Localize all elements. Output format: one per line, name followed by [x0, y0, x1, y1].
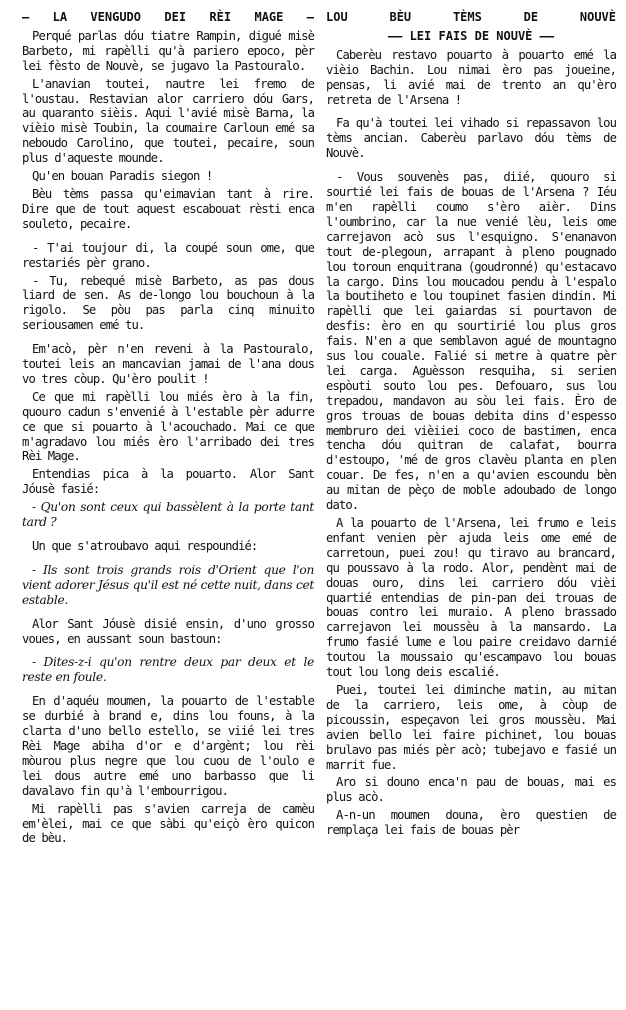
- left-paragraph-7: Em'acò, pèr n'en reveni à la Pastouralo, toutei leis an mancavian jamai de l'ana dous vo tres còup. Qu'èro poulit !: [22, 342, 314, 386]
- left-column: [22, 10, 314, 849]
- left-paragraph-1: Perqué parlas dóu tiatre Rampin, digué misè Barbeto, mi rapèlli qu'à pariero epoco, pèr lei fèsto de Nouvè, se jugavo la Pastouralo.: [22, 28, 314, 73]
- right-column: [326, 10, 616, 841]
- left-paragraph-5: - T'ai toujour di, la coupé soun ome, que restariés pèr grano.: [22, 240, 314, 270]
- right-paragraph-6: Aro si douno enca'n pau de bouas, mai es plus acò.: [326, 775, 616, 805]
- left-paragraph-13: Alor Sant Jóusè disié ensin, d'uno grosso voues, en aussant soun bastoun:: [22, 616, 314, 646]
- left-quote-1: - Qu'on sont ceux qui bassèlent à la porte tant tard ?: [22, 500, 314, 530]
- right-paragraph-5: Puei, toutei lei diminche matin, au mitan de la carriero, leis ome, à còup de picoussin, espeçavon lei gros moussèu. Mai avien bello lei faire pichinet, lou bouas brulavo pas miés pèr acò; tubejavo e fasié un marrit fue.: [326, 682, 616, 772]
- right-subtitle: —— LEI FAIS DE NOUVÈ ——: [387, 28, 555, 43]
- right-title: LOU BÈU TÈMS DE NOUVÈ: [326, 10, 616, 24]
- left-paragraph-3: Qu'en bouan Paradis siegon !: [32, 169, 213, 184]
- right-paragraph-1: Caberèu restavo pouarto à pouarto emé la vièio Bachin. Lou nimai èro pas joueine, pensas, li avié mai de trento an qu'èro retreta de l'Arsena !: [326, 47, 616, 107]
- left-paragraph-16: Mi rapèlli pas s'avien carreja de camèu em'èlei, mai ce que sàbi qu'eiçò èro quicon de bèu.: [22, 801, 314, 846]
- left-paragraph-4: Bèu tèms passa qu'eimavian tant à rire. Dire que de tout aquest escabouat rèsti enca souleto, pecaire.: [22, 186, 314, 231]
- right-paragraph-7: A-n-un moumen douna, èro questien de remplaça lei fais de bouas pèr: [326, 808, 616, 838]
- left-paragraph-9: Entendias pica à la pouarto. Alor Sant Jóusè fasié:: [22, 467, 314, 497]
- left-paragraph-11: Un que s'atroubavo aqui respoundié:: [32, 539, 258, 553]
- left-title: — LA VENGUDO DEI RÈI MAGE —: [22, 10, 314, 24]
- left-paragraph-8: Ce que mi rapèlli lou miés èro à la fin, quouro cadun s'envenié à l'estable pèr adurre ce que si pouarto à l'acouchado. Mai ce que m'agradavo lou miés èro l'arribado dei tres Rèi Mage.: [22, 389, 314, 464]
- left-paragraph-2: L'anavian toutei, nautre lei fremo de l'oustau. Restavian alor carriero dóu Gars, au quaranto sièis. Aqui l'avié misè Barna, la vièio misè Toubin, la coumaire Carloun emé sa neboudo Carolino, que toutei, pecaire, soun plus d'aqueste mounde.: [22, 76, 314, 166]
- left-quote-2: - Ils sont trois grands rois d'Orient que l'on vient adorer Jésus qu'il est né cette nuit, dans cet estable.: [22, 562, 314, 607]
- right-paragraph-2: Fa qu'à toutei lei vihado si repassavon lou tèms ancian. Caberèu parlavo dóu tèms de Nouvè.: [326, 116, 616, 161]
- left-quote-3: - Dites-z-i qu'on rentre deux par deux et le reste en foule.: [22, 655, 314, 685]
- right-paragraph-3: - Vous souvenès pas, diié, quouro si sourtié lei fais de bouas de l'Arsena ? Iéu m'en rapèlli coumo s'èro aièr. Dins l'oumbrino, car la nue venié lèu, leis ome carrejavon acò sus l'esquigno. S'enanavon tout de-plegoun, arrapant à pleno pougnado lou toroun enquitrana (goudronné) qu'estacavo la cargo. Dins lou moucadou pendu à l'espalo la boutiheto e lou toupinet fasien dindin. Mi rapèlli que lei gaiardas si pourtavon de desfis: èro en qu sourtirié lou plus gros fais. N'en a que semblavon agué de mountagno sus lou couale. Falié si metre à quatre pèr lei carga. Aguèsson resquiha, si serien espòuti souto lou pes. Defouaro, sus lou trepadou, mandavon au sòu lei fais. Èro de gros trouas de bouas debita dins d'espesso membruro dei vièiiei coco de bastimen, enca tencha dóu quitran de calafat, bourra d'estoupo, 'mé de gros clavèu planta en plen couar. De fes, n'en a qu'avien escoundu bèn au mitan de pèço de moble adoubado de longo dato.: [326, 170, 616, 513]
- right-paragraph-4: A la pouarto de l'Arsena, lei frumo e leis enfant venien pèr ajuda leis ome emé de carretoun, puei zou! qu tiravo au brancard, qu poussavo à la rodo. Alor, pendènt mai de douas ouro, dins lei carriero dóu vièi quartié entendias de pin-pan dei trouas de bouas contro lei muraio. A pleno brassado carrejavon lei moussèu à la mansardo. La frumo fasié lume e lou paire creidavo darnié toutou la moussaio qu'escampavo lou bouas tout lou long deis escalié.: [326, 516, 616, 680]
- left-paragraph-6: - Tu, rebequé misè Barbeto, as pas dous liard de sen. As de-longo lou bouchoun à la rigolo. Se pòu pas parla cinq minuito seriousamen emé tu.: [22, 273, 314, 333]
- left-paragraph-15: En d'aquéu moumen, la pouarto de l'estable se durbié à brand e, dins lou founs, à la clarta d'uno bello estello, se viié lei tres Rèi Mage abiha d'or e d'argènt; lou rèi mòurou plus negre que lou cuou de l'oulo e lei dous autre emé uno barbasso que li davalavo fin qu'à l'embourrigou.: [22, 694, 314, 798]
